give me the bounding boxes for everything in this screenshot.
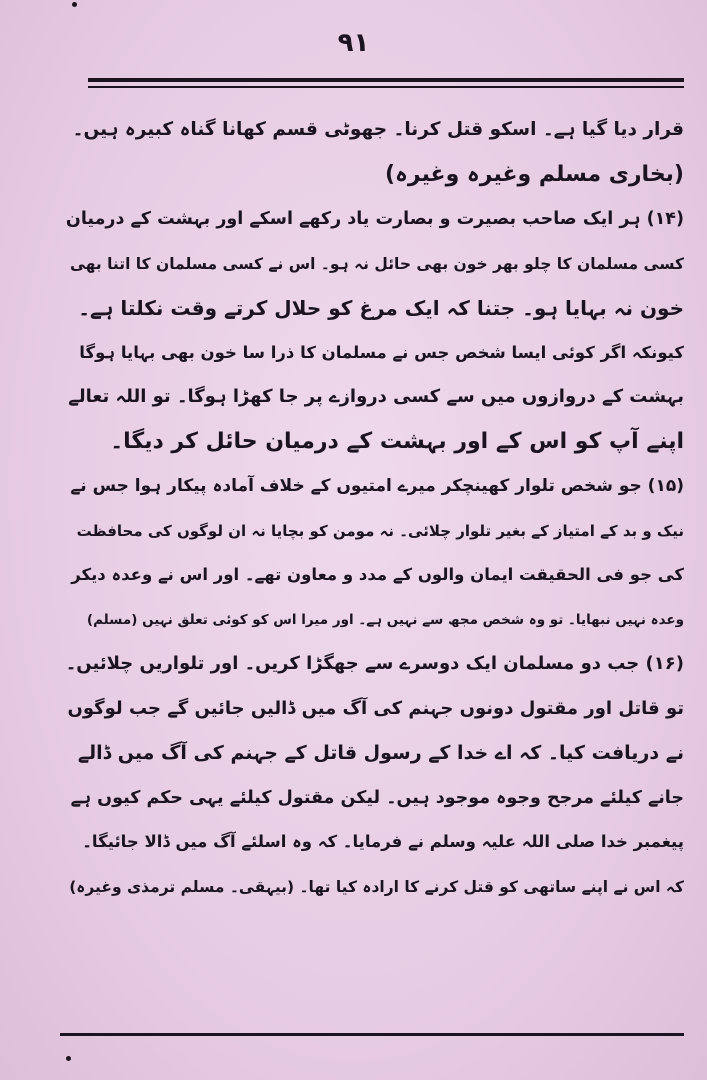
header-rule-thin xyxy=(88,86,684,88)
text-line: جانے کیلئے مرجح وجوہ موجود ہیں۔ لیکن مقتول کیلئے یہی حکم کیوں ہے xyxy=(70,787,684,808)
header-rule-thick xyxy=(88,78,684,82)
text-line: نیک و بد کے امتیاز کے بغیر تلوار چلائی۔ نہ مومن کو بچایا نہ ان لوگوں کی محافظت xyxy=(76,521,684,540)
text-line: پیغمبر خدا صلی اللہ علیہ وسلم نے فرمایا۔ کہ وہ اسلئے آگ میں ڈالا جائیگا۔ xyxy=(82,832,684,851)
page-number: ۹۱ xyxy=(337,28,370,58)
text-line: (۱۶) جب دو مسلمان ایک دوسرے سے جھگڑا کریں۔ اور تلواریں چلائیں۔ xyxy=(66,653,684,674)
footer-rule xyxy=(60,1033,684,1036)
text-line: قرار دیا گیا ہے۔ اسکو قتل کرنا۔ جھوٹی قسم کھانا گناہ کبیرہ ہیں۔ xyxy=(72,119,684,140)
text-line: کہ اس نے اپنے ساتھی کو قتل کرنے کا ارادہ کیا تھا۔ (بیہقی۔ مسلم ترمذی وغیرہ) xyxy=(69,877,684,896)
ink-speck xyxy=(72,2,77,7)
text-line: نے دریافت کیا۔ کہ اے خدا کے رسول قاتل کے جہنم کی آگ میں ڈالے xyxy=(77,742,684,764)
body-text xyxy=(66,108,684,909)
text-line: وعدہ نہیں نبھایا۔ تو وہ شخص مجھ سے نہیں ہے۔ اور میرا اس کو کوئی تعلق نہیں (مسلم) xyxy=(86,611,684,628)
text-line: کیونکہ اگر کوئی ایسا شخص جس نے مسلمان کا ذرا سا خون بھی بہایا ہوگا xyxy=(79,342,684,362)
text-line: تو قاتل اور مقتول دونوں جہنم کی آگ میں ڈالیں جائیں گے جب لوگوں xyxy=(67,697,684,719)
text-line: کسی مسلمان کا چلو بھر خون بھی حائل نہ ہو۔ اس نے کسی مسلمان کا اتنا بھی xyxy=(69,254,684,273)
ink-speck xyxy=(66,1056,71,1061)
text-line: بہشت کے دروازوں میں سے کسی دروازے پر جا کھڑا ہوگا۔ تو اللہ تعالے xyxy=(68,386,684,407)
text-line: خون نہ بہایا ہو۔ جتنا کہ ایک مرغ کو حلال کرتے وقت نکلتا ہے۔ xyxy=(78,296,684,320)
text-line: (۱۵) جو شخص تلوار کھینچکر میرے امتیوں کے خلاف آمادہ پیکار ہوا جس نے xyxy=(70,476,684,496)
text-line: (۱۴) ہر ایک صاحب بصیرت و بصارت یاد رکھے اسکے اور بہشت کے درمیان xyxy=(66,209,684,229)
text-line: (بخاری مسلم وغیرہ وغیرہ) xyxy=(384,161,684,187)
text-line: کی جو فی الحقیقت ایمان والوں کے مدد و معاون تھے۔ اور اس نے وعدہ دیکر xyxy=(71,565,684,584)
text-line: اپنے آپ کو اس کے اور بہشت کے درمیان حائل کر دیگا۔ xyxy=(110,428,684,454)
